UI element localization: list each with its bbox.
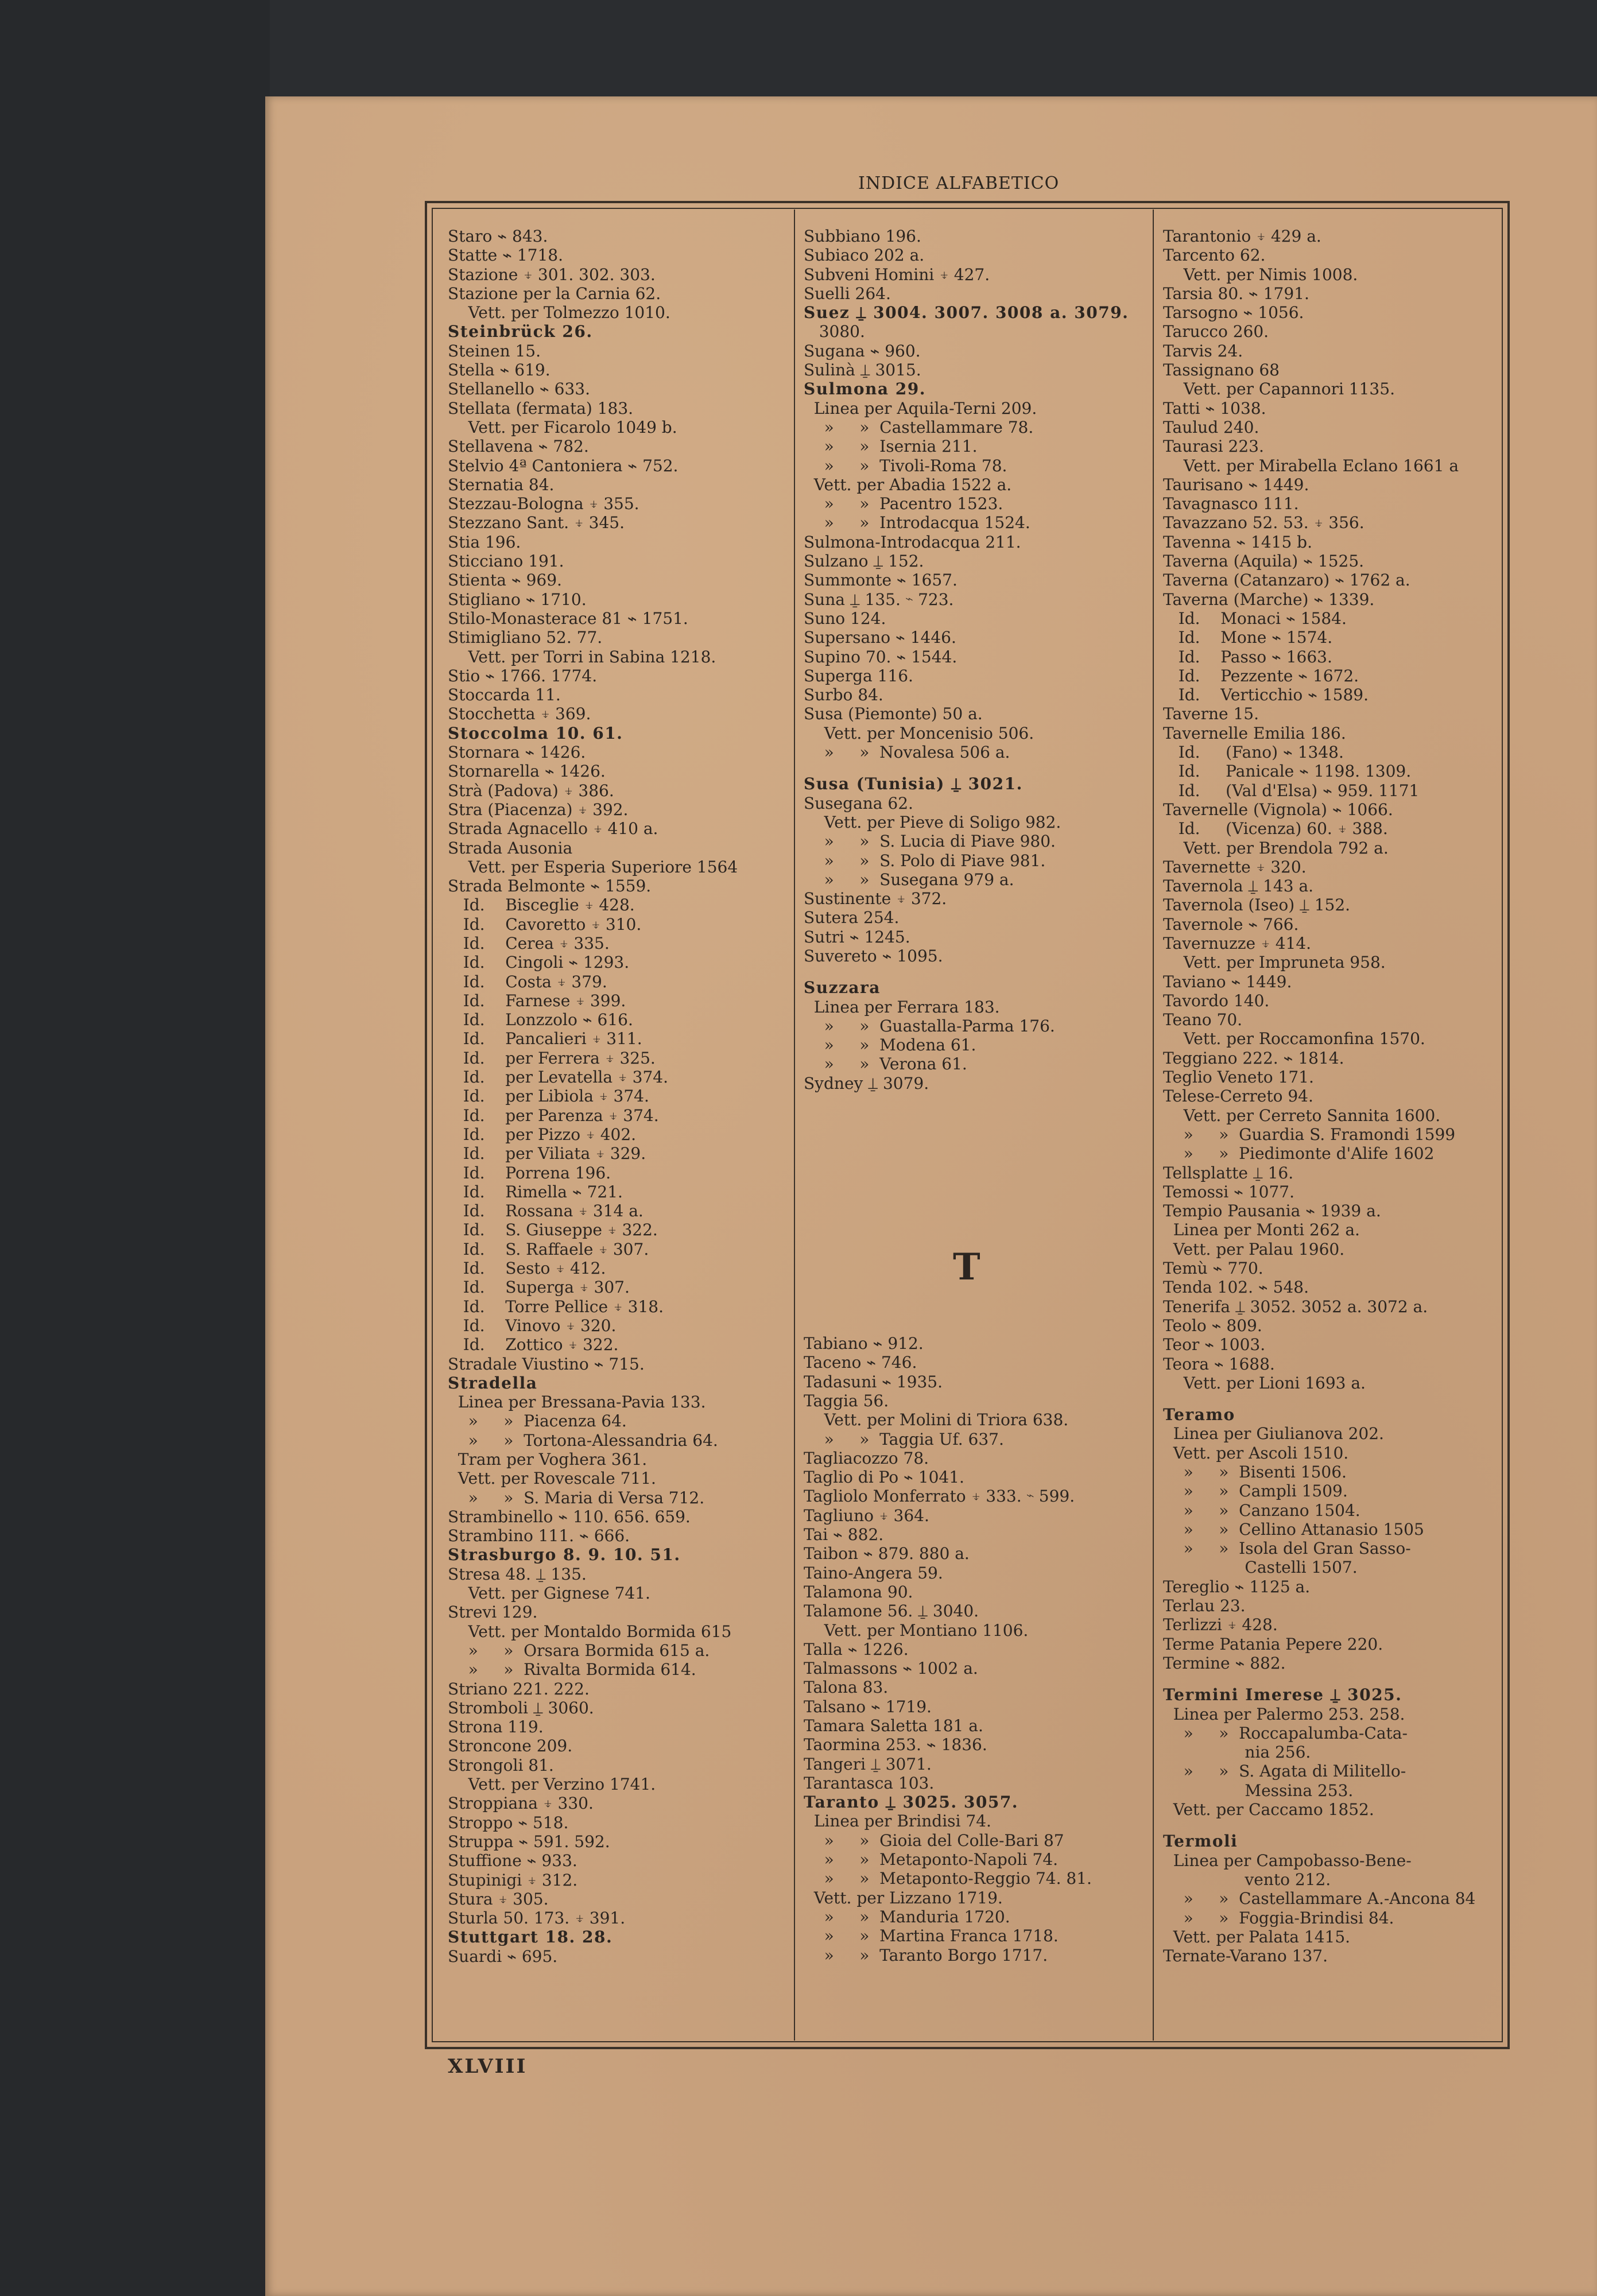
index-entry: » » Verona 61. [804, 1054, 967, 1074]
index-entry: Vett. per Montaldo Bormida 615 [448, 1622, 732, 1641]
index-entry: Termoli [1163, 1832, 1238, 1851]
index-entry: Stigliano ⌁ 1710. [448, 589, 587, 609]
index-entry: Messina 253. [1163, 1781, 1354, 1800]
index-entry: Stuffione ⌁ 933. [448, 1851, 577, 1871]
index-entry: Id. Mone ⌁ 1574. [1163, 628, 1333, 647]
index-entry: Vett. per Rovescale 711. [448, 1469, 656, 1488]
index-entry: Tavernelle Emilia 186. [1163, 723, 1346, 743]
index-entry: Id. Rossana ⍖ 314 a. [448, 1201, 644, 1221]
index-entry: Vett. per Esperia Superiore 1564 [448, 857, 738, 876]
index-entry: Suzzara [804, 978, 881, 998]
index-entry: Tai ⌁ 882. [804, 1525, 884, 1545]
index-entry [1163, 1393, 1502, 1405]
index-entry: Strambino 111. ⌁ 666. [448, 1526, 630, 1546]
index-entry: Suna ⍊ 135. ⌁ 723. [804, 589, 954, 609]
index-entry: Strasburgo 8. 9. 10. 51. [448, 1545, 681, 1565]
index-entry: Stroppiana ⍖ 330. [448, 1794, 594, 1813]
index-entry: Tassignano 68 [1163, 360, 1280, 380]
index-entry: Sulzano ⍊ 152. [804, 552, 924, 571]
index-entry: Vett. per Torri in Sabina 1218. [448, 647, 716, 666]
index-entry: Id. S. Giuseppe ⍖ 322. [448, 1220, 658, 1240]
index-entry: Strongoli 81. [448, 1755, 554, 1775]
index-entry: Subbiano 196. [804, 227, 921, 246]
index-entry: Susegana 62. [804, 793, 913, 813]
index-entry: Id. per Viliata ⍖ 329. [448, 1144, 646, 1163]
index-entry: Striano 221. 222. [448, 1679, 590, 1698]
index-entry: Teano 70. [1163, 1010, 1243, 1030]
index-entry: » » Orsara Bormida 615 a. [448, 1640, 710, 1660]
index-entry: Linea per Ferrara 183. [804, 997, 1000, 1017]
index-entry: Strada Belmonte ⌁ 1559. [448, 876, 652, 896]
index-entry: Subiaco 202 a. [804, 246, 925, 265]
index-entry: Sugana ⌁ 960. [804, 341, 921, 360]
index-entry: Teglio Veneto 171. [1163, 1068, 1314, 1087]
index-entry: Taurasi 223. [1163, 437, 1264, 456]
index-entry: Taino-Angera 59. [804, 1563, 943, 1583]
index-entry: Vett. per Cerreto Sannita 1600. [1163, 1106, 1441, 1125]
index-entry: » » S. Agata di Militello- [1163, 1762, 1406, 1781]
index-entry: Sulmona-Introdacqua 211. [804, 532, 1021, 552]
background-left [0, 0, 270, 2296]
index-entry: » » Piacenza 64. [448, 1411, 627, 1431]
index-entry: Linea per Monti 262 a. [1163, 1220, 1360, 1240]
index-entry: Vett. per Tolmezzo 1010. [448, 303, 670, 323]
index-entry: Surbo 84. [804, 685, 883, 705]
index-entry: Tavernette ⍖ 320. [1163, 857, 1307, 876]
index-entry: » » Taggia Uf. 637. [804, 1429, 1004, 1449]
index-entry: Talmassons ⌁ 1002 a. [804, 1659, 978, 1678]
index-entry: » » Cellino Attanasio 1505 [1163, 1519, 1424, 1539]
index-entry: Vett. per Ascoli 1510. [1163, 1443, 1349, 1463]
index-entry: Statte ⌁ 1718. [448, 246, 564, 265]
index-entry: Stura ⍖ 305. [448, 1889, 549, 1909]
index-entry: Vett. per Capannori 1135. [1163, 379, 1395, 399]
index-entry: Tavernuzze ⍖ 414. [1163, 933, 1312, 953]
index-entry: » » Castellammare 78. [804, 417, 1034, 437]
index-entry: Suelli 264. [804, 284, 891, 303]
index-entry: Id. (Val d'Elsa) ⌁ 959. 1171 [1163, 781, 1420, 800]
index-entry: vento 212. [1163, 1870, 1331, 1889]
index-entry: Vett. per Verzino 1741. [448, 1775, 656, 1794]
index-entry: Teramo [1163, 1405, 1235, 1425]
index-entry: Stelvio 4ª Cantoniera ⌁ 752. [448, 456, 679, 475]
index-entry: Tagliuno ⍖ 364. [804, 1506, 929, 1525]
index-entry: nia 256. [1163, 1743, 1311, 1762]
index-entry: Supersano ⌁ 1446. [804, 628, 956, 647]
index-entry: Tarucco 260. [1163, 322, 1269, 342]
index-entry: Vett. per Gignese 741. [448, 1584, 650, 1603]
index-entry: Taverna (Catanzaro) ⌁ 1762 a. [1163, 571, 1410, 590]
index-entry: Tangeri ⍊ 3071. [804, 1754, 932, 1774]
page-number: XLVIII [448, 2055, 528, 2078]
index-entry: Castelli 1507. [1163, 1558, 1358, 1577]
index-entry: Stellata (fermata) 183. [448, 398, 634, 418]
index-entry: Talamone 56. ⍊ 3040. [804, 1601, 979, 1621]
index-entry [804, 965, 1148, 978]
index-entry: Stromboli ⍊ 3060. [448, 1698, 594, 1717]
index-entry: Tatti ⌁ 1038. [1163, 398, 1266, 418]
index-entry: » » Susegana 979 a. [804, 870, 1014, 889]
index-entry: » » Castellammare A.-Ancona 84 [1163, 1889, 1476, 1909]
index-entry: Id. per Parenza ⍖ 374. [448, 1106, 659, 1125]
column-divider-2 [1153, 210, 1154, 2041]
index-entry: Taulud 240. [1163, 417, 1259, 437]
index-entry: Linea per Bressana-Pavia 133. [448, 1393, 706, 1412]
index-entry: Suno 124. [804, 608, 886, 628]
index-entry: Struppa ⌁ 591. 592. [448, 1832, 610, 1851]
index-entry: Superga 116. [804, 666, 913, 685]
index-entry: Id. Rimella ⌁ 721. [448, 1182, 623, 1201]
index-entry: Temossi ⌁ 1077. [1163, 1182, 1294, 1201]
index-entry: Stazione per la Carnia 62. [448, 284, 661, 303]
index-entry: Stazione ⍖ 301. 302. 303. [448, 265, 656, 284]
index-entry: Stornarella ⌁ 1426. [448, 762, 606, 781]
index-entry: Tavordo 140. [1163, 991, 1270, 1010]
index-entry: Sticciano 191. [448, 552, 564, 571]
index-column-2 [804, 227, 1148, 1965]
index-entry: Susa (Piemonte) 50 a. [804, 704, 983, 724]
index-entry: Telese-Cerreto 94. [1163, 1087, 1313, 1106]
index-entry: Stimigliano 52. 77. [448, 628, 603, 647]
index-column-1 [448, 227, 792, 1966]
index-entry: » » Rivalta Bormida 614. [448, 1660, 696, 1680]
index-entry: Tavernelle (Vignola) ⌁ 1066. [1163, 800, 1393, 819]
index-entry: Suez ⍊ 3004. 3007. 3008 a. 3079. [804, 303, 1129, 323]
index-entry: Id. Porrena 196. [448, 1163, 611, 1182]
index-entry: Tagliacozzo 78. [804, 1448, 929, 1468]
index-entry: Stienta ⌁ 969. [448, 571, 562, 590]
index-entry: Sturla 50. 173. ⍖ 391. [448, 1909, 626, 1928]
index-entry: Id. Pezzente ⌁ 1672. [1163, 666, 1359, 685]
index-entry: » » Gioia del Colle-Bari 87 [804, 1830, 1064, 1850]
index-entry: Supino 70. ⌁ 1544. [804, 647, 958, 666]
index-entry: Teor ⌁ 1003. [1163, 1335, 1266, 1355]
index-entry: Strambinello ⌁ 110. 656. 659. [448, 1507, 691, 1526]
index-entry: Vett. per Moncenisio 506. [804, 723, 1034, 743]
index-entry: » » Tivoli-Roma 78. [804, 456, 1007, 475]
index-entry: Id. Panicale ⌁ 1198. 1309. [1163, 762, 1412, 781]
index-entry: Stio ⌁ 1766. 1774. [448, 666, 598, 685]
index-entry: » » Novalesa 506 a. [804, 743, 1010, 762]
index-entry: Vett. per Palau 1960. [1163, 1239, 1345, 1259]
index-entry: Tabiano ⌁ 912. [804, 1334, 924, 1353]
index-entry: Stradella [448, 1373, 538, 1393]
index-entry: Tereglio ⌁ 1125 a. [1163, 1577, 1311, 1596]
index-entry: » » Foggia-Brindisi 84. [1163, 1908, 1394, 1927]
index-entry: Id. Costa ⍖ 379. [448, 972, 607, 991]
index-entry: Tadasuni ⌁ 1935. [804, 1372, 943, 1391]
index-entry: Taverne 15. [1163, 704, 1259, 724]
index-entry: » » Modena 61. [804, 1035, 976, 1055]
index-entry: Tellsplatte ⍊ 16. [1163, 1163, 1294, 1182]
index-entry: Vett. per Nimis 1008. [1163, 265, 1358, 284]
index-entry: Tarvis 24. [1163, 341, 1243, 360]
index-entry: Sternatia 84. [448, 475, 555, 494]
index-entry: Sustinente ⍖ 372. [804, 889, 947, 909]
index-entry: » » Introdacqua 1524. [804, 513, 1030, 533]
index-entry: Vett. per Lizzano 1719. [804, 1888, 1003, 1907]
index-entry: » » Pacentro 1523. [804, 494, 1003, 514]
index-entry: Vett. per Caccamo 1852. [1163, 1800, 1374, 1820]
index-entry: Summonte ⌁ 1657. [804, 571, 958, 590]
index-entry: Id. (Vicenza) 60. ⍖ 388. [1163, 819, 1388, 839]
index-entry: Stresa 48. ⍊ 135. [448, 1564, 587, 1584]
index-entry: Steinbrück 26. [448, 322, 593, 342]
index-entry: Id. Vinovo ⍖ 320. [448, 1316, 617, 1335]
index-entry: Strevi 129. [448, 1603, 538, 1622]
index-entry: Terme Patania Pepere 220. [1163, 1634, 1383, 1654]
index-entry: Taormina 253. ⌁ 1836. [804, 1735, 987, 1755]
index-entry: » » Manduria 1720. [804, 1907, 1010, 1926]
index-entry: » » Roccapalumba-Cata- [1163, 1723, 1408, 1743]
index-entry: » » S. Polo di Piave 981. [804, 851, 1046, 870]
index-entry: Talla ⌁ 1226. [804, 1639, 909, 1659]
index-entry: Id. (Fano) ⌁ 1348. [1163, 743, 1344, 762]
index-entry: Stezzau-Bologna ⍖ 355. [448, 494, 639, 514]
index-entry: Sydney ⍊ 3079. [804, 1073, 929, 1093]
index-entry: » » Metaponto-Napoli 74. [804, 1850, 1059, 1870]
index-entry: Tarsogno ⌁ 1056. [1163, 303, 1304, 323]
index-entry: Id. Pancalieri ⍖ 311. [448, 1029, 642, 1049]
index-entry: Tavagnasco 111. [1163, 494, 1299, 514]
index-entry: Terlau 23. [1163, 1596, 1246, 1616]
index-entry: Strà (Padova) ⍖ 386. [448, 781, 614, 800]
index-entry: Sutri ⌁ 1245. [804, 927, 910, 947]
index-entry: Termini Imerese ⍊ 3025. [1163, 1685, 1402, 1705]
index-entry: Sutera 254. [804, 908, 900, 928]
index-entry: Tavernole ⌁ 766. [1163, 914, 1299, 934]
index-entry: Taibon ⌁ 879. 880 a. [804, 1544, 970, 1564]
index-entry: » » Piedimonte d'Alife 1602 [1163, 1144, 1435, 1163]
index-entry: Tavernola ⍊ 143 a. [1163, 876, 1314, 896]
index-entry: Id. Lonzzolo ⌁ 616. [448, 1010, 633, 1030]
index-entry: Id. Bisceglie ⍖ 428. [448, 895, 635, 915]
index-entry: » » Guardia S. Framondi 1599 [1163, 1124, 1456, 1144]
index-entry: Id. Cavoretto ⍖ 310. [448, 914, 642, 934]
index-entry [804, 762, 1148, 774]
page-header: INDICE ALFABETICO [858, 173, 1060, 193]
index-entry: Taviano ⌁ 1449. [1163, 972, 1292, 991]
index-entry: » » Tortona-Alessandria 64. [448, 1430, 718, 1450]
index-entry: Stella ⌁ 619. [448, 360, 551, 380]
index-entry: Terlizzi ⍖ 428. [1163, 1615, 1278, 1635]
index-entry: Termine ⌁ 882. [1163, 1653, 1286, 1673]
index-entry: Linea per Palermo 253. 258. [1163, 1704, 1405, 1724]
index-entry: Tempio Pausania ⌁ 1939 a. [1163, 1201, 1381, 1221]
index-entry: Teora ⌁ 1688. [1163, 1354, 1275, 1374]
index-entry: Tamara Saletta 181 a. [804, 1716, 983, 1735]
index-entry: Taverna (Aquila) ⌁ 1525. [1163, 552, 1365, 571]
index-entry [1163, 1673, 1502, 1685]
index-entry: Vett. per Impruneta 958. [1163, 953, 1386, 972]
index-entry: Id. per Pizzo ⍖ 402. [448, 1124, 637, 1144]
index-entry: Tram per Voghera 361. [448, 1450, 648, 1469]
index-entry: Id. Farnese ⍖ 399. [448, 991, 626, 1010]
index-entry: » » Martina Franca 1718. [804, 1926, 1059, 1946]
index-entry: Tenerifa ⍊ 3052. 3052 a. 3072 a. [1163, 1297, 1428, 1316]
index-entry: Vett. per Pieve di Soligo 982. [804, 812, 1061, 832]
index-entry: Vett. per Montiano 1106. [804, 1620, 1029, 1640]
index-entry: Stellanello ⌁ 633. [448, 379, 590, 399]
index-entry: Tarsia 80. ⌁ 1791. [1163, 284, 1309, 303]
index-entry: Strona 119. [448, 1717, 544, 1737]
index-entry: Talona 83. [804, 1678, 889, 1697]
index-entry: » » S. Lucia di Piave 980. [804, 832, 1056, 851]
index-entry: Stellavena ⌁ 782. [448, 437, 589, 456]
index-entry: Id. Verticchio ⌁ 1589. [1163, 685, 1369, 705]
column-divider-1 [794, 210, 795, 2041]
index-entry: Taranto ⍊ 3025. 3057. [804, 1793, 1019, 1812]
index-entry: Suvereto ⌁ 1095. [804, 946, 943, 965]
index-entry: Taverna (Marche) ⌁ 1339. [1163, 589, 1375, 609]
index-entry: Tagliolo Monferrato ⍖ 333. ⌁ 599. [804, 1487, 1075, 1506]
index-entry: Stroncone 209. [448, 1736, 573, 1756]
index-entry: Strada Agnacello ⍖ 410 a. [448, 819, 658, 839]
index-entry: » » Canzano 1504. [1163, 1500, 1360, 1520]
index-entry: Sulinà ⍊ 3015. [804, 360, 921, 380]
index-entry: Stilo-Monasterace 81 ⌁ 1751. [448, 608, 688, 628]
index-entry: Taceno ⌁ 746. [804, 1353, 917, 1372]
index-entry: Susa (Tunisia) ⍊ 3021. [804, 774, 1023, 794]
index-entry: Tavazzano 52. 53. ⍖ 356. [1163, 513, 1365, 533]
index-entry [804, 1093, 1148, 1334]
index-entry: Id. Torre Pellice ⍖ 318. [448, 1297, 664, 1316]
index-entry: Vett. per Brendola 792 a. [1163, 838, 1389, 858]
index-entry: Stocchetta ⍖ 369. [448, 704, 591, 724]
index-entry: » » Guastalla-Parma 176. [804, 1016, 1055, 1035]
index-entry: » » Isola del Gran Sasso- [1163, 1539, 1411, 1558]
index-entry: Linea per Campobasso-Bene- [1163, 1851, 1412, 1870]
index-entry: Id. per Ferrera ⍖ 325. [448, 1048, 656, 1068]
index-entry: Id. Zottico ⍖ 322. [448, 1335, 619, 1355]
index-entry: Stezzano Sant. ⍖ 345. [448, 513, 625, 533]
index-entry [1163, 1819, 1502, 1832]
index-entry: Vett. per Abadia 1522 a. [804, 475, 1012, 494]
index-column-3 [1163, 227, 1502, 1965]
index-entry: Tavenna ⌁ 1415 b. [1163, 532, 1312, 552]
index-entry: Ternate-Varano 137. [1163, 1946, 1328, 1966]
index-entry: Id. Cingoli ⌁ 1293. [448, 953, 630, 972]
index-entry: Stia 196. [448, 532, 521, 552]
index-entry: Stra (Piacenza) ⍖ 392. [448, 800, 629, 819]
index-entry: Id. per Libiola ⍖ 374. [448, 1087, 649, 1106]
index-entry: 3080. [804, 322, 865, 342]
index-entry: Id. Cerea ⍖ 335. [448, 933, 610, 953]
index-entry: Steinen 15. [448, 341, 541, 360]
index-entry: Id. Superga ⍖ 307. [448, 1278, 630, 1297]
index-entry: Stornara ⌁ 1426. [448, 743, 586, 762]
index-entry: Sulmona 29. [804, 379, 926, 399]
index-entry: Taglio di Po ⌁ 1041. [804, 1468, 964, 1487]
index-entry: Talamona 90. [804, 1582, 913, 1601]
index-entry: Stuttgart 18. 28. [448, 1927, 613, 1947]
index-entry: Tenda 102. ⌁ 548. [1163, 1278, 1309, 1297]
index-entry: Vett. per Molini di Triora 638. [804, 1410, 1069, 1430]
index-entry: Linea per Giulianova 202. [1163, 1424, 1384, 1444]
index-entry: » » Metaponto-Reggio 74. 81. [804, 1869, 1092, 1888]
index-entry: Vett. per Mirabella Eclano 1661 a [1163, 456, 1459, 475]
index-entry: » » Taranto Borgo 1717. [804, 1945, 1048, 1965]
section-letter: T [953, 1246, 980, 1289]
index-entry: Staro ⌁ 843. [448, 227, 548, 246]
index-entry: Vett. per Ficarolo 1049 b. [448, 417, 677, 437]
index-entry: Taurisano ⌁ 1449. [1163, 475, 1309, 494]
index-entry: Tavernola (Iseo) ⍊ 152. [1163, 895, 1351, 915]
index-entry: Suardi ⌁ 695. [448, 1946, 558, 1966]
index-entry: Stroppo ⌁ 518. [448, 1813, 569, 1832]
index-entry: Stupinigi ⍖ 312. [448, 1870, 578, 1890]
index-entry: Id. Sesto ⍖ 412. [448, 1259, 606, 1278]
index-entry: Id. Passo ⌁ 1663. [1163, 647, 1332, 666]
index-entry: Stoccarda 11. [448, 685, 561, 705]
index-entry: Tarcento 62. [1163, 246, 1266, 265]
index-entry: Stoccolma 10. 61. [448, 723, 623, 743]
index-entry: Talsano ⌁ 1719. [804, 1697, 932, 1716]
index-entry: » » S. Maria di Versa 712. [448, 1488, 705, 1507]
index-entry: » » Isernia 211. [804, 437, 978, 456]
index-entry: Linea per Aquila-Terni 209. [804, 398, 1037, 418]
index-entry: » » Bisenti 1506. [1163, 1463, 1347, 1481]
index-entry: Vett. per Roccamonfina 1570. [1163, 1029, 1425, 1049]
index-entry: Tarantasca 103. [804, 1773, 935, 1793]
index-entry: Stradale Viustino ⌁ 715. [448, 1354, 645, 1374]
index-entry: Teolo ⌁ 809. [1163, 1316, 1262, 1335]
index-entry: Strada Ausonia [448, 838, 573, 858]
index-entry: Linea per Brindisi 74. [804, 1812, 991, 1831]
index-entry: Taggia 56. [804, 1391, 889, 1410]
index-entry: » » Campli 1509. [1163, 1481, 1348, 1501]
index-entry: Teggiano 222. ⌁ 1814. [1163, 1048, 1344, 1068]
index-entry: Tarantonio ⍖ 429 a. [1163, 227, 1321, 246]
index-entry: Id. S. Raffaele ⍖ 307. [448, 1239, 649, 1259]
index-entry: Temù ⌁ 770. [1163, 1259, 1263, 1278]
index-entry: Id. Monaci ⌁ 1584. [1163, 608, 1347, 628]
index-entry: Id. per Levatella ⍖ 374. [448, 1068, 669, 1087]
index-entry: Vett. per Lioni 1693 a. [1163, 1373, 1366, 1393]
index-entry: Subveni Homini ⍖ 427. [804, 265, 990, 284]
index-entry: Vett. per Palata 1415. [1163, 1927, 1351, 1946]
